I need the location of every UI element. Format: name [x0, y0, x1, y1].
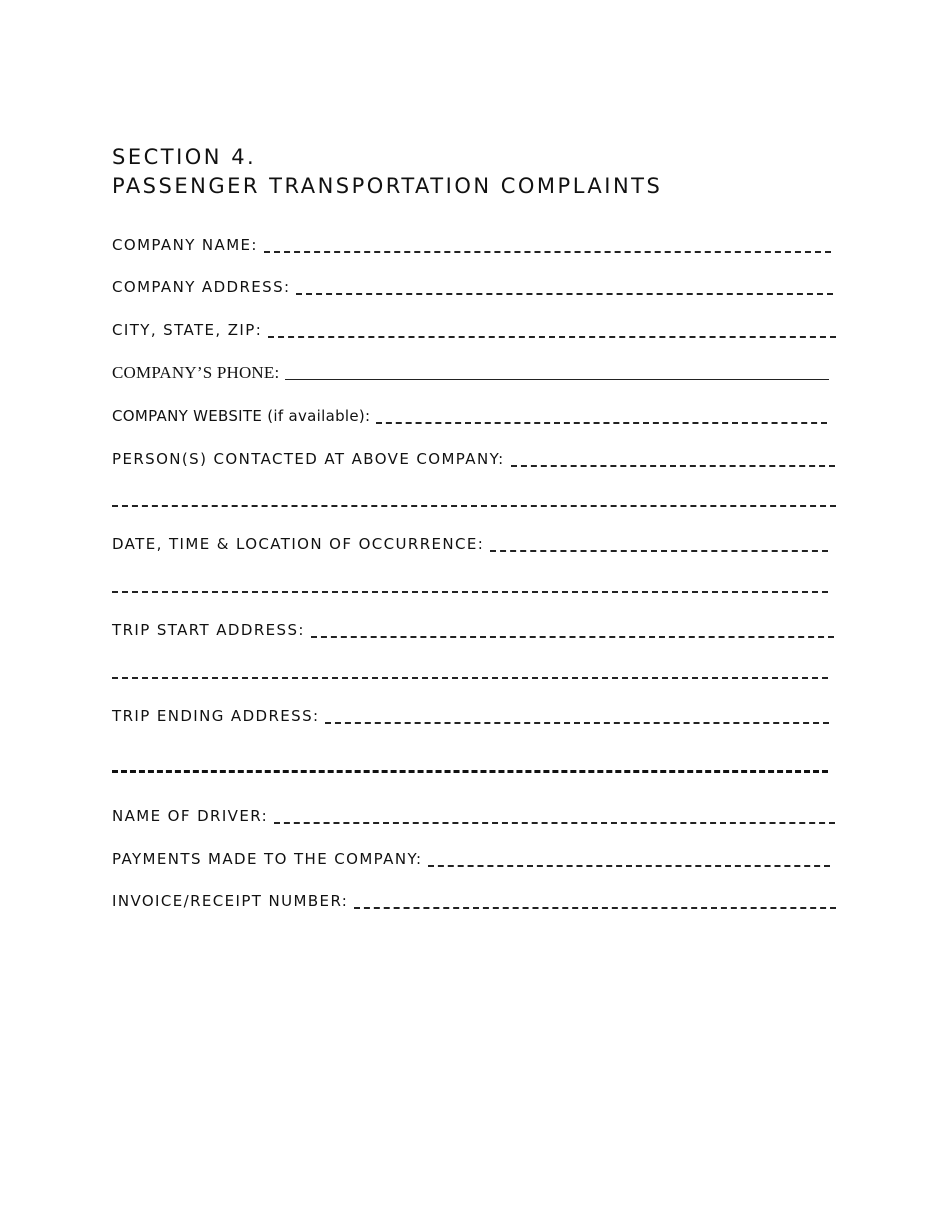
payments-made-field[interactable] [112, 845, 830, 869]
payments-made-blank[interactable] [428, 864, 830, 867]
company-phone-label: COMPANY’S PHONE: [112, 363, 280, 382]
trip-ending-address-field[interactable] [112, 702, 829, 726]
company-name-field[interactable] [112, 231, 831, 255]
city-state-zip-blank[interactable] [268, 335, 836, 338]
invoice-receipt-number-field[interactable] [112, 887, 836, 911]
invoice-receipt-number-label: INVOICE/RECEIPT NUMBER: [112, 892, 349, 910]
company-name-label: COMPANY NAME: [112, 236, 258, 254]
company-address-blank[interactable] [296, 292, 833, 295]
section-title: PASSENGER TRANSPORTATION COMPLAINTS [112, 174, 663, 198]
date-time-location-continuation-line[interactable] [112, 591, 828, 593]
trip-start-address-blank[interactable] [311, 635, 834, 638]
date-time-location-field[interactable] [112, 530, 828, 554]
trip-start-address-field[interactable] [112, 616, 834, 640]
section-number: SECTION 4. [112, 145, 257, 169]
city-state-zip-field[interactable] [112, 316, 836, 340]
company-phone-field[interactable] [112, 359, 829, 383]
date-time-location-blank[interactable] [490, 549, 828, 552]
date-time-location-label: DATE, TIME & LOCATION OF OCCURRENCE: [112, 535, 485, 553]
company-address-label: COMPANY ADDRESS: [112, 278, 291, 296]
company-name-blank[interactable] [264, 250, 831, 253]
name-of-driver-blank[interactable] [274, 821, 835, 824]
payments-made-label: PAYMENTS MADE TO THE COMPANY: [112, 850, 423, 868]
trip-ending-address-blank[interactable] [325, 721, 829, 724]
trip-ending-address-continuation-line[interactable] [112, 770, 828, 773]
trip-ending-address-label: TRIP ENDING ADDRESS: [112, 707, 320, 725]
company-phone-blank[interactable] [285, 378, 829, 380]
persons-contacted-field[interactable] [112, 445, 835, 469]
section-heading [112, 143, 662, 201]
name-of-driver-label: NAME OF DRIVER: [112, 807, 269, 825]
trip-start-address-continuation-line[interactable] [112, 677, 828, 679]
persons-contacted-blank[interactable] [511, 464, 835, 467]
persons-contacted-label: PERSON(S) CONTACTED AT ABOVE COMPANY: [112, 450, 505, 468]
company-website-blank[interactable] [376, 421, 827, 424]
persons-contacted-continuation-line[interactable] [112, 505, 836, 507]
company-website-field[interactable] [112, 402, 827, 426]
trip-start-address-label: TRIP START ADDRESS: [112, 621, 305, 639]
name-of-driver-field[interactable] [112, 802, 835, 826]
company-website-label: COMPANY WEBSITE (if available): [112, 407, 371, 425]
company-address-field[interactable] [112, 273, 833, 297]
invoice-receipt-number-blank[interactable] [354, 906, 836, 909]
city-state-zip-label: CITY, STATE, ZIP: [112, 321, 263, 339]
